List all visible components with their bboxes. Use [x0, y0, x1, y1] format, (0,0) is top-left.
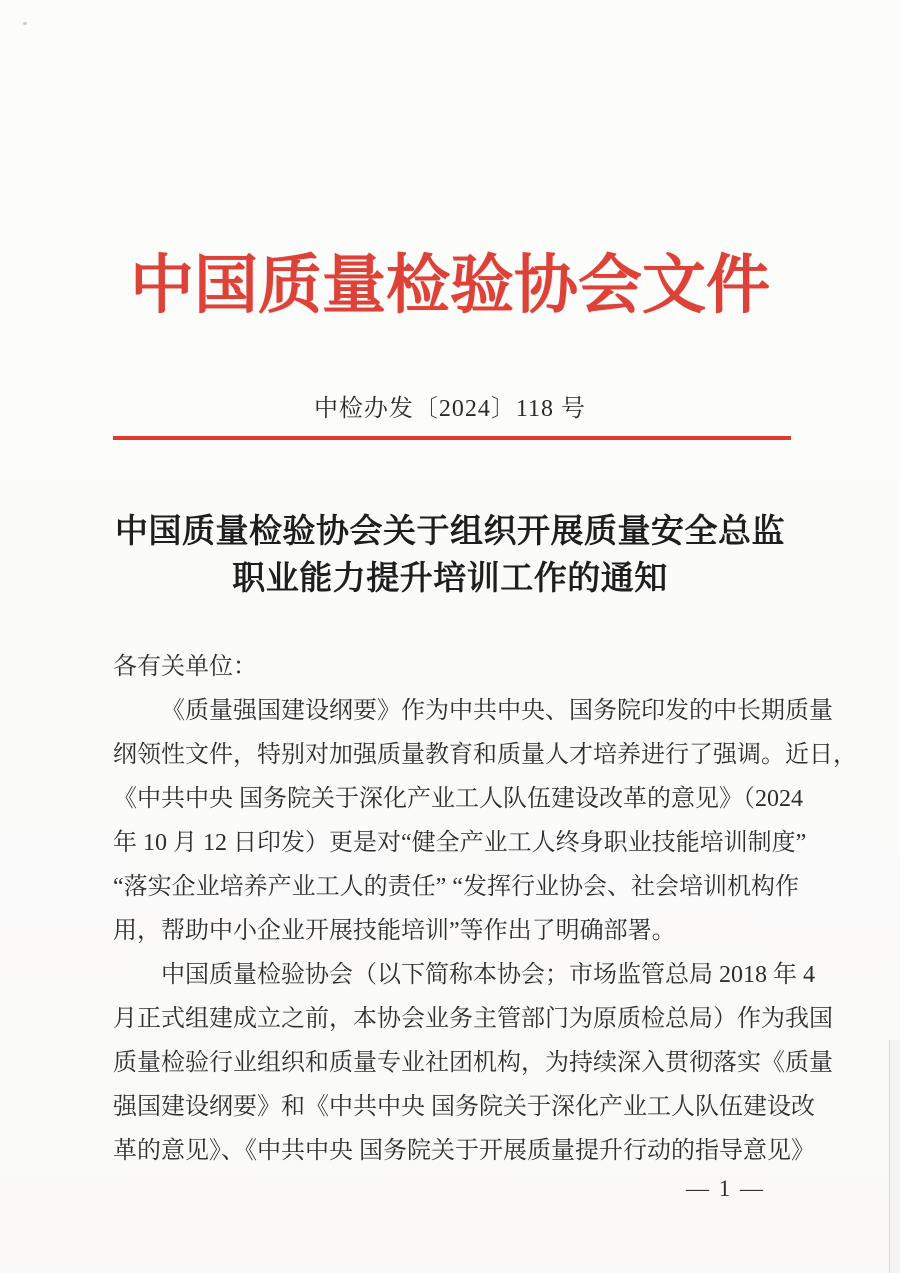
- body-line: “落实企业培养产业工人的责任” “发挥行业协会、社会培训机构作: [113, 874, 799, 900]
- body-line: 强国建设纲要》和《中共中央 国务院关于深化产业工人队伍建设改: [113, 1094, 815, 1120]
- body-line: 中国质量检验协会（以下简称本协会；市场监管总局 2018 年 4: [161, 962, 815, 988]
- red-divider-rule: [113, 436, 791, 440]
- document-title: [0, 509, 900, 603]
- body-line: 月正式组建成立之前，本协会业务主管部门为原质检总局）作为我国: [113, 1006, 833, 1032]
- scan-speck-artifact: [23, 22, 27, 25]
- document-body: [113, 645, 857, 1173]
- document-title-line-2: 职业能力提升培训工作的通知: [232, 561, 668, 597]
- scan-edge-strip: [890, 1040, 900, 1273]
- body-line: 质量检验行业组织和质量专业社团机构，为持续深入贯彻落实《质量: [113, 1050, 833, 1076]
- red-header-org-title: 中国质量检验协会文件: [130, 250, 770, 321]
- body-line: 《中共中央 国务院关于深化产业工人队伍建设改革的意见》（2024: [113, 786, 803, 812]
- body-line: 《质量强国建设纲要》作为中共中央、国务院印发的中长期质量: [161, 698, 833, 724]
- document-title-line-1: 中国质量检验协会关于组织开展质量安全总监: [115, 514, 785, 550]
- body-line: 用，帮助中小企业开展技能培训”等作出了明确部署。: [113, 918, 676, 944]
- body-line: 纲领性文件，特别对加强质量教育和质量人才培养进行了强调。近日，: [113, 742, 857, 768]
- body-line: 革的意见》、《中共中央 国务院关于开展质量提升行动的指导意见》: [113, 1138, 815, 1164]
- body-line-salutation: 各有关单位：: [113, 654, 257, 680]
- body-line: 年 10 月 12 日印发）更是对“健全产业工人终身职业技能培训制度”: [113, 830, 807, 856]
- scan-edge-line: [889, 1040, 890, 1273]
- page-number: — 1 —: [686, 1176, 765, 1201]
- document-reference-number: 中检办发〔2024〕118 号: [313, 396, 587, 422]
